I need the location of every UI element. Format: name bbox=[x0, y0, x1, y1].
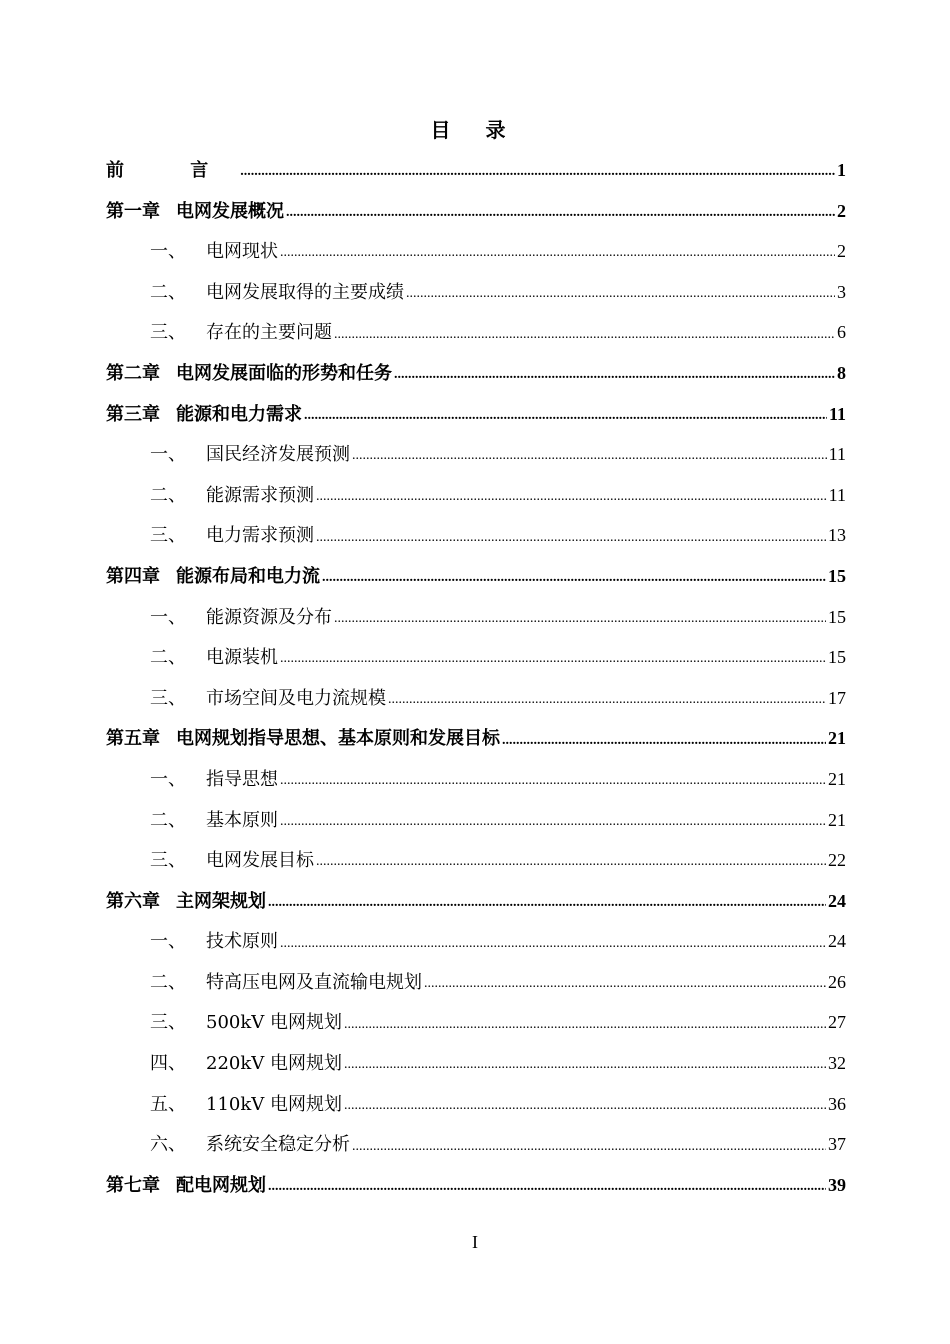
toc-entry-number: 六、 bbox=[150, 1134, 186, 1156]
toc-entry-number: 第三章 bbox=[106, 403, 160, 425]
toc-entry-page: 21 bbox=[828, 809, 846, 830]
toc-entry-number: 第四章 bbox=[106, 565, 160, 587]
toc-entry-number: 二、 bbox=[150, 971, 186, 993]
toc-entry-label: 指导思想 bbox=[206, 768, 278, 790]
dot-leader bbox=[334, 327, 835, 345]
dot-leader bbox=[316, 854, 826, 872]
toc-entry-number: 二、 bbox=[150, 809, 186, 831]
toc-entry-page: 37 bbox=[828, 1134, 846, 1155]
toc-entry-label: 电网发展概况 bbox=[176, 200, 284, 222]
dot-leader bbox=[286, 205, 835, 223]
toc-entry-page: 1 bbox=[837, 160, 846, 180]
dot-leader bbox=[280, 936, 826, 954]
dot-leader bbox=[280, 773, 826, 791]
toc-chapter-entry[interactable] bbox=[106, 394, 846, 435]
toc-chapter-entry[interactable] bbox=[106, 556, 846, 597]
dot-leader bbox=[322, 570, 826, 588]
toc-entry-page: 15 bbox=[828, 565, 846, 586]
toc-entry-number: 第六章 bbox=[106, 890, 160, 912]
dot-leader bbox=[502, 733, 826, 751]
toc-entry-page: 3 bbox=[837, 281, 846, 302]
toc-entry-label: 电网发展目标 bbox=[206, 850, 314, 872]
toc-entry-label: 基本原则 bbox=[206, 809, 278, 831]
dot-leader bbox=[316, 530, 826, 548]
toc-entry-page: 32 bbox=[828, 1053, 846, 1074]
toc-section-entry[interactable] bbox=[106, 637, 846, 678]
toc-section-entry[interactable] bbox=[106, 597, 846, 638]
toc-entry-number: 一、 bbox=[150, 768, 186, 790]
toc-entry-page: 21 bbox=[828, 768, 846, 789]
toc-entry-label: 技术原则 bbox=[206, 931, 278, 953]
toc-entry-page: 24 bbox=[828, 931, 846, 952]
toc-section-entry[interactable] bbox=[106, 678, 846, 719]
toc-entry-label: 能源布局和电力流 bbox=[176, 565, 320, 587]
toc-entry-label: 220kV 电网规划 bbox=[206, 1053, 342, 1075]
toc-section-entry[interactable] bbox=[106, 800, 846, 841]
toc-entry-number: 第五章 bbox=[106, 728, 160, 750]
toc-entry-page: 21 bbox=[828, 728, 846, 749]
toc-title: 目 录 bbox=[430, 118, 520, 142]
toc-section-entry[interactable] bbox=[106, 231, 846, 272]
toc-section-entry[interactable] bbox=[106, 515, 846, 556]
toc-section-entry[interactable] bbox=[106, 434, 846, 475]
toc-entry-page: 39 bbox=[828, 1174, 846, 1195]
toc-section-entry[interactable] bbox=[106, 272, 846, 313]
dot-leader bbox=[344, 1017, 826, 1035]
toc-section-entry[interactable] bbox=[106, 1002, 846, 1043]
dot-leader bbox=[280, 651, 826, 669]
dot-leader bbox=[334, 611, 826, 629]
toc-entry-number: 三、 bbox=[150, 850, 186, 872]
toc-chapter-entry[interactable] bbox=[106, 353, 846, 394]
dot-leader bbox=[344, 1098, 826, 1116]
dot-leader bbox=[352, 448, 827, 466]
toc-entry-label: 能源资源及分布 bbox=[206, 606, 332, 628]
toc-section-entry[interactable] bbox=[106, 840, 846, 881]
page-number: I bbox=[472, 1232, 478, 1252]
toc-entry-number: 二、 bbox=[150, 281, 186, 303]
toc-entry-page: 2 bbox=[837, 200, 846, 221]
toc-chapter-entry[interactable] bbox=[106, 718, 846, 759]
dot-leader bbox=[344, 1057, 826, 1075]
toc-entry-number: 四、 bbox=[150, 1053, 186, 1075]
toc-section-entry[interactable] bbox=[106, 962, 846, 1003]
toc-entry-page: 13 bbox=[828, 525, 846, 546]
toc-entry-label: 500kV 电网规划 bbox=[206, 1012, 342, 1034]
dot-leader bbox=[304, 408, 827, 426]
toc-section-entry[interactable] bbox=[106, 759, 846, 800]
toc-entry-number: 第七章 bbox=[106, 1174, 160, 1196]
toc-entry-label: 国民经济发展预测 bbox=[206, 444, 350, 466]
toc-entry-number: 三、 bbox=[150, 525, 186, 547]
toc-entry-number: 三、 bbox=[150, 322, 186, 344]
toc-entry-page: 11 bbox=[828, 444, 846, 465]
dot-leader bbox=[352, 1139, 826, 1157]
toc-entry-label: 前 言 bbox=[106, 160, 239, 181]
toc-entry-number: 第二章 bbox=[106, 362, 160, 384]
dot-leader bbox=[280, 814, 826, 832]
toc-section-entry[interactable] bbox=[106, 1124, 846, 1165]
toc-section-entry[interactable] bbox=[106, 1043, 846, 1084]
toc-entry-number: 五、 bbox=[150, 1093, 186, 1115]
toc-entry-page: 11 bbox=[828, 484, 846, 505]
dot-leader bbox=[268, 1179, 826, 1197]
toc-entry-number: 一、 bbox=[150, 931, 186, 953]
toc-entry-label: 电网规划指导思想、基本原则和发展目标 bbox=[176, 728, 500, 750]
toc-entry-page: 27 bbox=[828, 1012, 846, 1033]
toc-entry-page: 22 bbox=[828, 850, 846, 871]
toc-entry-label: 电网现状 bbox=[206, 241, 278, 263]
toc-chapter-entry[interactable] bbox=[106, 191, 846, 232]
toc-entry-number: 一、 bbox=[150, 606, 186, 628]
toc-section-entry[interactable] bbox=[106, 312, 846, 353]
toc-entry-number: 二、 bbox=[150, 647, 186, 669]
toc-entry-label: 电网发展面临的形势和任务 bbox=[176, 362, 392, 384]
toc-section-entry[interactable] bbox=[106, 1084, 846, 1125]
toc-section-entry[interactable] bbox=[106, 921, 846, 962]
toc-entry-label: 特高压电网及直流输电规划 bbox=[206, 971, 422, 993]
toc-entry-label: 电源装机 bbox=[206, 647, 278, 669]
dot-leader bbox=[424, 976, 826, 994]
dot-leader bbox=[316, 489, 827, 507]
toc-entry-number: 第一章 bbox=[106, 200, 160, 222]
toc-entry-number: 一、 bbox=[150, 241, 186, 263]
toc-entry-label: 能源和电力需求 bbox=[176, 403, 302, 425]
toc-chapter-entry[interactable] bbox=[106, 150, 846, 191]
toc-entry-label: 存在的主要问题 bbox=[206, 322, 332, 344]
dot-leader bbox=[268, 895, 826, 913]
table-of-contents bbox=[106, 150, 846, 1205]
toc-entry-label: 电网发展取得的主要成绩 bbox=[206, 281, 404, 303]
dot-leader bbox=[388, 692, 826, 710]
toc-entry-label: 能源需求预测 bbox=[206, 484, 314, 506]
toc-entry-page: 17 bbox=[828, 687, 846, 708]
toc-entry-label: 电力需求预测 bbox=[206, 525, 314, 547]
dot-leader bbox=[406, 286, 835, 304]
toc-entry-label: 110kV 电网规划 bbox=[206, 1093, 342, 1115]
toc-entry-label: 配电网规划 bbox=[176, 1174, 266, 1196]
dot-leader bbox=[240, 164, 835, 182]
toc-entry-label: 系统安全稳定分析 bbox=[206, 1134, 350, 1156]
toc-entry-page: 26 bbox=[828, 971, 846, 992]
toc-entry-number: 三、 bbox=[150, 1012, 186, 1034]
toc-entry-page: 36 bbox=[828, 1093, 846, 1114]
toc-entry-page: 2 bbox=[837, 241, 846, 262]
dot-leader bbox=[394, 367, 835, 385]
toc-entry-number: 二、 bbox=[150, 484, 186, 506]
toc-entry-page: 15 bbox=[828, 606, 846, 627]
toc-entry-page: 11 bbox=[828, 403, 846, 424]
toc-section-entry[interactable] bbox=[106, 475, 846, 516]
dot-leader bbox=[280, 245, 835, 263]
toc-entry-label: 市场空间及电力流规模 bbox=[206, 687, 386, 709]
toc-entry-number: 三、 bbox=[150, 687, 186, 709]
toc-entry-page: 8 bbox=[837, 362, 846, 383]
toc-entry-number: 一、 bbox=[150, 444, 186, 466]
toc-entry-page: 6 bbox=[837, 322, 846, 343]
toc-chapter-entry[interactable] bbox=[106, 1165, 846, 1206]
toc-entry-page: 24 bbox=[828, 890, 846, 911]
toc-entry-label: 主网架规划 bbox=[176, 890, 266, 912]
toc-chapter-entry[interactable] bbox=[106, 881, 846, 922]
toc-entry-page: 15 bbox=[828, 647, 846, 668]
